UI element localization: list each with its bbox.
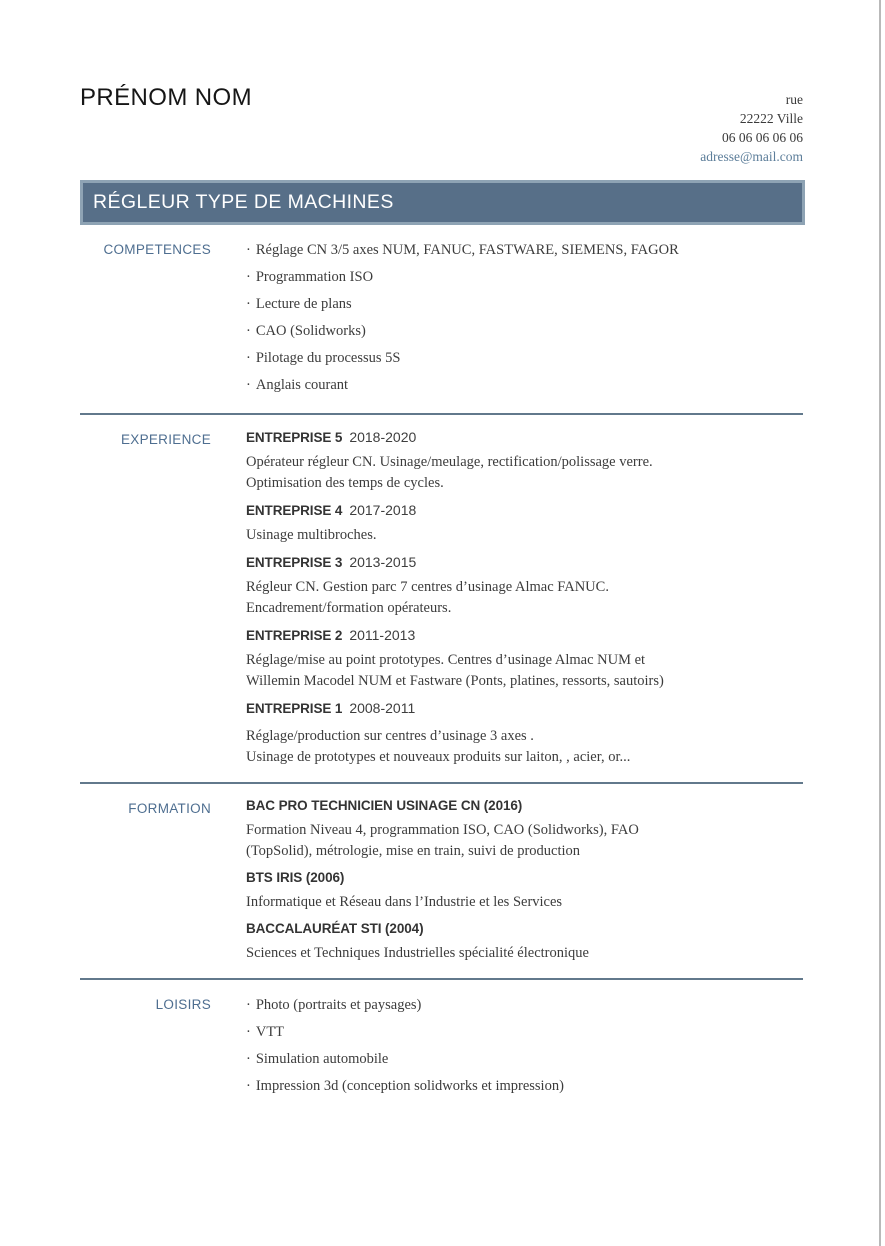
competence-text: Réglage CN 3/5 axes NUM, FANUC, FASTWARE, SIEMENS, FAGOR: [255, 242, 679, 258]
bullet-glyph: ·: [246, 997, 251, 1013]
section-formation: [80, 784, 803, 978]
description-line: Sciences et Techniques Industrielles spécialité électronique: [246, 945, 589, 961]
diploma-title: BTS IRIS (2006): [246, 870, 345, 885]
formation-list: [246, 796, 803, 964]
section-loisirs: [80, 980, 803, 1114]
list-item: [246, 372, 803, 399]
experience-entry: [246, 552, 803, 619]
date-range: 2008-2011: [349, 700, 416, 716]
loisirs-list: [246, 992, 803, 1100]
description-line: (TopSolid), métrologie, mise en train, suivi de production: [246, 843, 581, 859]
competence-text: Programmation ISO: [255, 269, 374, 285]
contact-phone: 06 06 06 06 06: [722, 130, 803, 145]
diploma-description: [246, 820, 803, 862]
contact-city: 22222 Ville: [739, 111, 803, 126]
bullet-glyph: ·: [246, 242, 251, 258]
section-experience: [80, 415, 803, 782]
diploma-description: [246, 943, 803, 964]
bullet-glyph: ·: [246, 350, 251, 366]
list-item: [246, 1073, 803, 1100]
company-name: ENTREPRISE 1: [246, 701, 343, 716]
contact-street: rue: [785, 92, 803, 107]
competence-text: Anglais courant: [255, 377, 349, 393]
list-item: [246, 318, 803, 345]
section-label-experience: EXPERIENCE: [120, 432, 211, 447]
list-item: [246, 291, 803, 318]
company-name: ENTREPRISE 5: [246, 430, 343, 445]
description-line: Régleur CN. Gestion parc 7 centres d’usinage Almac FANUC.: [246, 579, 609, 595]
bullet-glyph: ·: [246, 269, 251, 285]
description-line: Willemin Macodel NUM et Fastware (Ponts, platines, ressorts, sautoirs): [246, 673, 664, 689]
bullet-glyph: ·: [246, 1024, 251, 1040]
experience-description: [246, 452, 803, 494]
page-right-edge: [879, 0, 881, 1246]
description-line: Optimisation des temps de cycles.: [246, 475, 444, 491]
list-item: [246, 345, 803, 372]
contact-block: [700, 90, 803, 166]
experience-entry: [246, 625, 803, 692]
description-line: Informatique et Réseau dans l’Industrie et les Services: [246, 894, 563, 910]
bullet-glyph: ·: [246, 1051, 251, 1067]
company-name: ENTREPRISE 2: [246, 628, 343, 643]
loisir-text: Photo (portraits et paysages): [255, 997, 422, 1013]
experience-heading: [246, 698, 803, 719]
description-line: Encadrement/formation opérateurs.: [246, 600, 452, 616]
date-range: 2017-2018: [349, 502, 417, 518]
formation-entry: [246, 796, 803, 862]
description-line: Réglage/production sur centres d’usinage 3 axes .: [246, 728, 534, 744]
bullet-glyph: ·: [246, 323, 251, 339]
competences-list: [246, 237, 803, 399]
section-label-loisirs: LOISIRS: [155, 997, 211, 1012]
experience-description: [246, 726, 803, 768]
experience-entry: [246, 427, 803, 494]
description-line: Usinage de prototypes et nouveaux produits sur laiton, , acier, or...: [246, 749, 631, 765]
loisir-text: Simulation automobile: [255, 1051, 389, 1067]
experience-entry: [246, 500, 803, 546]
job-title: RÉGLEUR TYPE DE MACHINES: [93, 191, 394, 213]
person-name: PRÉNOM NOM: [80, 84, 252, 111]
list-item: [246, 1019, 803, 1046]
list-item: [246, 992, 803, 1019]
section-competences: [80, 225, 803, 413]
list-item: [246, 237, 803, 264]
experience-description: [246, 525, 803, 546]
diploma-title: BACCALAURÉAT STI (2004): [246, 921, 424, 936]
date-range: 2018-2020: [349, 429, 417, 445]
competence-text: Pilotage du processus 5S: [255, 350, 401, 366]
competence-text: Lecture de plans: [255, 296, 352, 312]
section-label-competences: COMPETENCES: [103, 242, 211, 257]
company-name: ENTREPRISE 4: [246, 503, 343, 518]
date-range: 2011-2013: [349, 627, 416, 643]
experience-heading: [246, 500, 803, 521]
contact-email-link[interactable]: adresse@mail.com: [700, 149, 803, 164]
resume-header: [0, 0, 885, 166]
loisir-text: VTT: [255, 1024, 285, 1040]
competence-text: CAO (Solidworks): [255, 323, 366, 339]
experience-list: [246, 427, 803, 768]
experience-entry: [246, 698, 803, 768]
description-line: Usinage multibroches.: [246, 527, 377, 543]
company-name: ENTREPRISE 3: [246, 555, 343, 570]
bullet-glyph: ·: [246, 1078, 251, 1094]
experience-heading: [246, 552, 803, 573]
description-line: Formation Niveau 4, programmation ISO, CAO (Solidworks), FAO: [246, 822, 639, 838]
experience-description: [246, 577, 803, 619]
experience-heading: [246, 427, 803, 448]
section-label-formation: FORMATION: [128, 801, 211, 816]
experience-heading: [246, 625, 803, 646]
bullet-glyph: ·: [246, 377, 251, 393]
list-item: [246, 264, 803, 291]
job-title-bar: [80, 180, 805, 225]
diploma-description: [246, 892, 803, 913]
description-line: Opérateur régleur CN. Usinage/meulage, rectification/polissage verre.: [246, 454, 653, 470]
list-item: [246, 1046, 803, 1073]
loisir-text: Impression 3d (conception solidworks et impression): [255, 1078, 564, 1094]
formation-entry: [246, 919, 803, 964]
date-range: 2013-2015: [349, 554, 417, 570]
diploma-title: BAC PRO TECHNICIEN USINAGE CN (2016): [246, 798, 523, 813]
experience-description: [246, 650, 803, 692]
formation-entry: [246, 868, 803, 913]
description-line: Réglage/mise au point prototypes. Centres d’usinage Almac NUM et: [246, 652, 646, 668]
bullet-glyph: ·: [246, 296, 251, 312]
